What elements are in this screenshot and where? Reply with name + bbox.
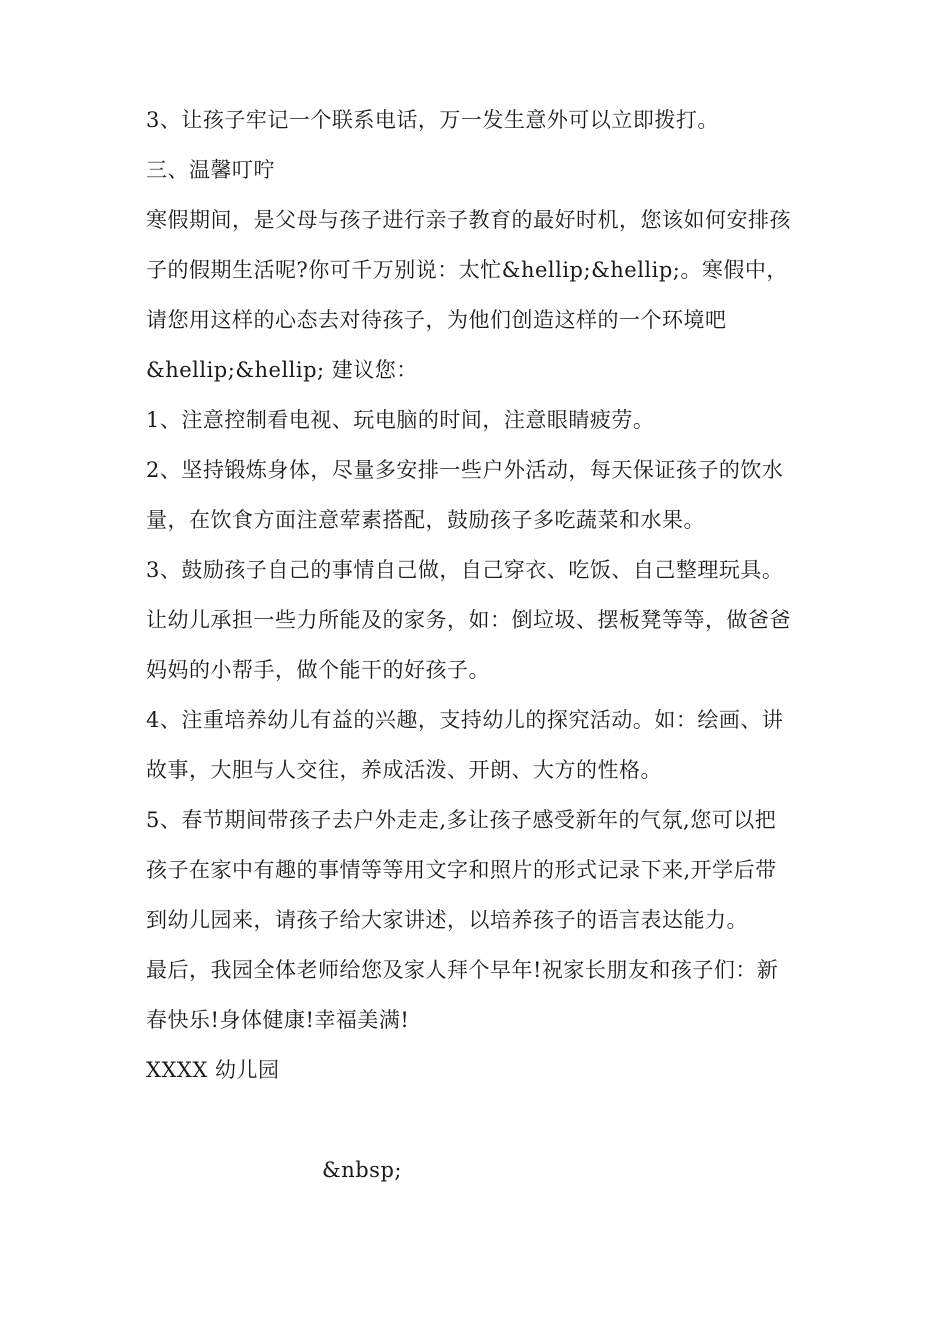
text-line-18: 最后，我园全体老师给您及家人拜个早年!祝家长朋友和孩子们：新 — [146, 958, 779, 982]
text-line-11: 让幼儿承担一些力所能及的家务，如：倒垃圾、摆板凳等等，做爸爸 — [146, 608, 791, 632]
text-line-12: 妈妈的小帮手，做个能干的好孩子。 — [146, 658, 490, 682]
text-line-10: 3、鼓励孩子自己的事情自己做，自己穿衣、吃饭、自己整理玩具。 — [146, 558, 784, 582]
text-line-1: 3、让孩子牢记一个联系电话，万一发生意外可以立即拨打。 — [146, 108, 719, 132]
text-line-6: &hellip;&hellip; 建议您： — [146, 358, 418, 382]
text-line-15: 5、春节期间带孩子去户外走走,多让孩子感受新年的气氛,您可以把 — [146, 808, 777, 832]
text-line-2: 三、温馨叮咛 — [146, 158, 275, 182]
text-line-16: 孩子在家中有趣的事情等等用文字和照片的形式记录下来,开学后带 — [146, 858, 777, 882]
text-line-5: 请您用这样的心态去对待孩子，为他们创造这样的一个环境吧 — [146, 308, 727, 332]
text-line-7: 1、注意控制看电视、玩电脑的时间，注意眼睛疲劳。 — [146, 408, 655, 432]
text-line-14: 故事，大胆与人交往，养成活泼、开朗、大方的性格。 — [146, 758, 662, 782]
text-line-17: 到幼儿园来，请孩子给大家讲述，以培养孩子的语言表达能力。 — [146, 908, 748, 932]
text-line-19: 春快乐!身体健康!幸福美满! — [146, 1008, 410, 1032]
text-line-8: 2、坚持锻炼身体，尽量多安排一些户外活动，每天保证孩子的饮水 — [146, 458, 784, 482]
text-line-4: 子的假期生活呢?你可千万别说：太忙&hellip;&hellip;。寒假中， — [146, 258, 788, 282]
trailing-entity: &nbsp; — [322, 1158, 402, 1182]
signature-line: XXXX 幼儿园 — [146, 1058, 280, 1082]
text-line-9: 量，在饮食方面注意荤素搭配，鼓励孩子多吃蔬菜和水果。 — [146, 508, 705, 532]
text-line-13: 4、注重培养幼儿有益的兴趣，支持幼儿的探究活动。如：绘画、讲 — [146, 708, 784, 732]
text-line-3: 寒假期间，是父母与孩子进行亲子教育的最好时机，您该如何安排孩 — [146, 208, 791, 232]
